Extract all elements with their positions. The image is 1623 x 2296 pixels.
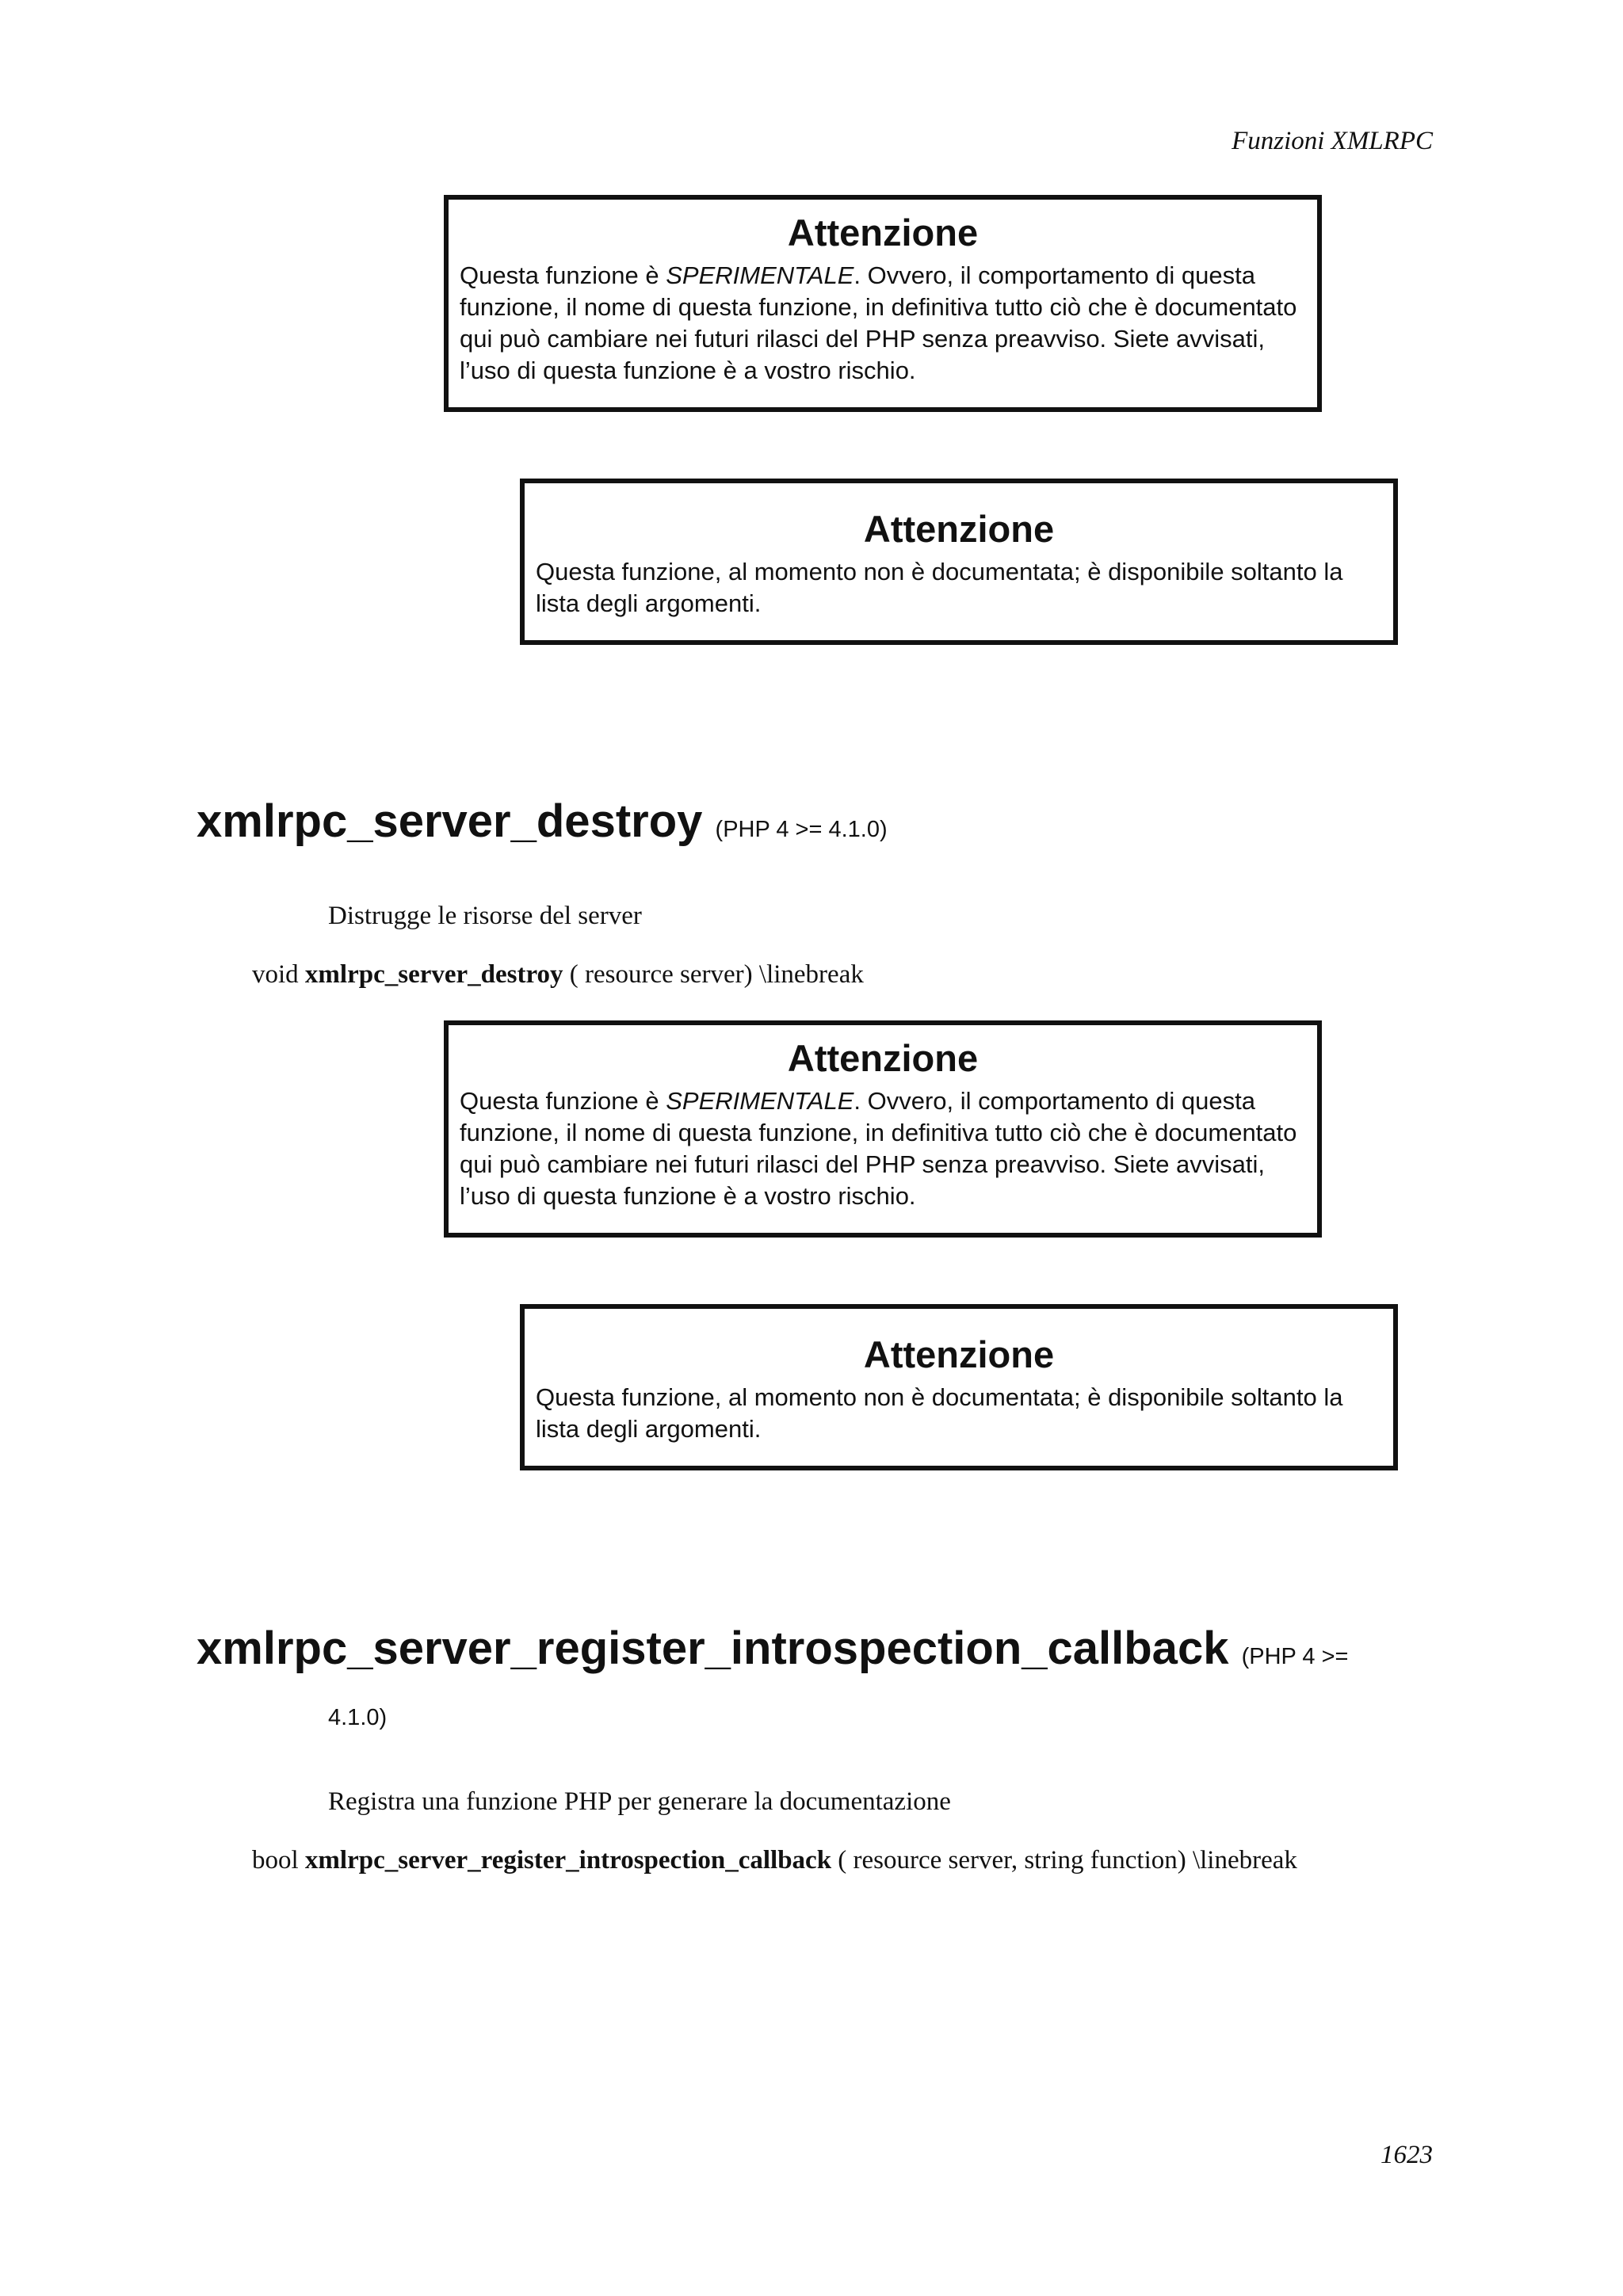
function-purpose: Registra una funzione PHP per generare la documentazione (328, 1787, 951, 1816)
warning-text (460, 260, 1306, 387)
warning-text-part: . Ovvero, il comportamento di questa (854, 261, 1255, 289)
warning-line: Questa funzione, al momento non è documentata; è disponibile soltanto la (536, 1383, 1343, 1411)
warning-title: Attenzione (863, 508, 1055, 550)
warning-text-part: Questa funzione è (460, 1087, 666, 1115)
running-header: Funzioni XMLRPC (1232, 127, 1433, 155)
warning-title: Attenzione (787, 212, 979, 254)
warning-title: Attenzione (787, 1037, 979, 1079)
warning-text (536, 1382, 1382, 1445)
undocumented-warning-box (520, 479, 1398, 645)
function-name: xmlrpc_server_register_introspection_callback (197, 1623, 1229, 1674)
return-type: bool (252, 1846, 299, 1875)
warning-text (536, 556, 1382, 620)
signature-name: xmlrpc_server_destroy (304, 960, 563, 989)
warning-line: l’uso di questa funzione è a vostro rischio. (460, 357, 916, 384)
function-synopsis (252, 960, 864, 990)
warning-line: funzione, il nome di questa funzione, in definitiva tutto ciò che è documentato (460, 1119, 1297, 1146)
warning-line (460, 260, 1306, 292)
warning-line: Questa funzione, al momento non è documentata; è disponibile soltanto la (536, 558, 1343, 585)
warning-line (460, 1085, 1306, 1117)
experimental-warning-box (444, 1020, 1322, 1238)
warning-text-part: . Ovvero, il comportamento di questa (854, 1087, 1255, 1115)
function-version-continued: 4.1.0) (328, 1705, 388, 1730)
warning-text-part: Questa funzione è (460, 261, 666, 289)
function-version: (PHP 4 >= 4.1.0) (715, 817, 888, 842)
function-title (197, 794, 888, 857)
page-number: 1623 (1381, 2141, 1433, 2169)
warning-line: funzione, il nome di questa funzione, in definitiva tutto ciò che è documentato (460, 293, 1297, 321)
warning-line: lista degli argomenti. (536, 1415, 762, 1443)
undocumented-warning-box (520, 1304, 1398, 1470)
function-version: (PHP 4 >= (1241, 1644, 1349, 1669)
warning-line: lista degli argomenti. (536, 589, 762, 617)
signature-name: xmlrpc_server_register_introspection_callback (304, 1846, 832, 1875)
function-purpose: Distrugge le risorse del server (328, 902, 642, 930)
function-synopsis (252, 1846, 1297, 1875)
warning-line: qui può cambiare nei futuri rilasci del PHP senza preavviso. Siete avvisati, (460, 1150, 1266, 1178)
warning-line: qui può cambiare nei futuri rilasci del PHP senza preavviso. Siete avvisati, (460, 325, 1266, 353)
warning-line: l’uso di questa funzione è a vostro rischio. (460, 1182, 916, 1210)
signature-params: ( resource server, string function) \linebreak (838, 1846, 1297, 1875)
experimental-warning-box (444, 195, 1322, 412)
function-title (197, 1621, 1348, 1684)
signature-params: ( resource server) \linebreak (569, 960, 864, 989)
warning-title: Attenzione (863, 1333, 1055, 1375)
warning-emphasis: SPERIMENTALE (666, 1087, 854, 1115)
warning-text (460, 1085, 1306, 1212)
return-type: void (252, 960, 299, 989)
warning-emphasis: SPERIMENTALE (666, 261, 854, 289)
function-name: xmlrpc_server_destroy (197, 795, 703, 847)
